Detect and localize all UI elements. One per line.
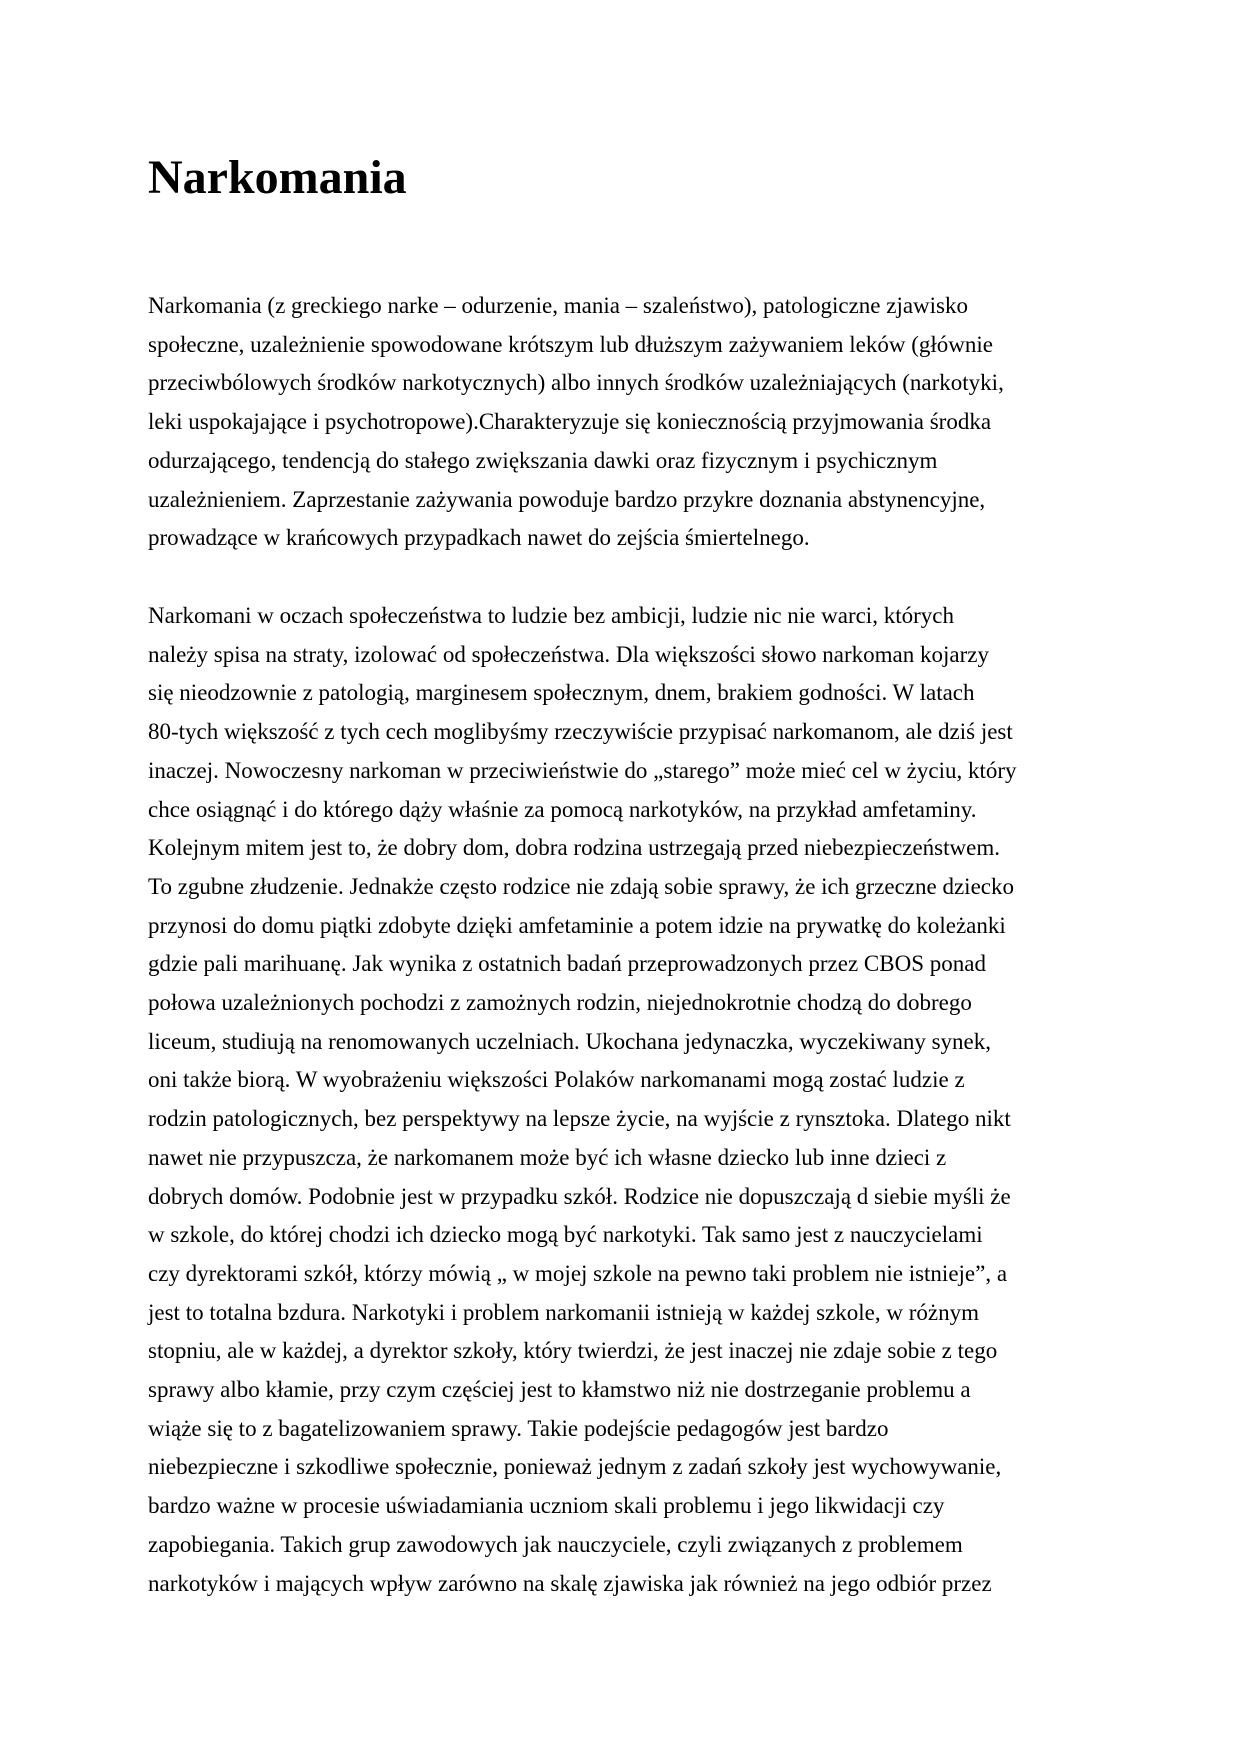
text-line: wiąże się to z bagatelizowaniem sprawy. Takie podejście pedagogów jest bardzo	[148, 1415, 889, 1441]
text-line: narkotyków i mających wpływ zarówno na skalę zjawiska jak również na jego odbiór przez	[148, 1570, 992, 1596]
page-title: Narkomania	[148, 151, 407, 204]
text-line: zapobiegania. Takich grup zawodowych jak nauczyciele, czyli związanych z problemem	[148, 1531, 963, 1557]
text-line: przeciwbólowych środków narkotycznych) albo innych środków uzależniających (narkotyki,	[148, 370, 1004, 396]
text-line: należy spisa na straty, izolować od społeczeństwa. Dla większości słowo narkoman kojarzy	[148, 641, 989, 667]
text-line: sprawy albo kłamie, przy czym częściej jest to kłamstwo niż nie dostrzeganie problemu a	[148, 1377, 971, 1403]
text-line: oni także biorą. W wyobrażeniu większości Polaków narkomanami mogą zostać ludzie z	[148, 1067, 965, 1093]
text-line: bardzo ważne w procesie uświadamiania uczniom skali problemu i jego likwidacji czy	[148, 1493, 945, 1519]
text-line: To zgubne złudzenie. Jednakże często rodzice nie zdają sobie sprawy, że ich grzeczne dziecko	[148, 873, 1014, 899]
text-line: leki uspokajające i psychotropowe).Charakteryzuje się koniecznością przyjmowania środka	[148, 409, 992, 435]
text-line: połowa uzależnionych pochodzi z zamożnych rodzin, niejednokrotnie chodzą do dobrego	[148, 990, 972, 1016]
text-line: w szkole, do której chodzi ich dziecko mogą być narkotyki. Tak samo jest z nauczycielami	[148, 1222, 983, 1248]
text-line: chce osiągnąć i do którego dąży właśnie za pomocą narkotyków, na przykład amfetaminy.	[148, 796, 977, 822]
text-line: się nieodzownie z patologią, marginesem społecznym, dnem, brakiem godności. W latach	[148, 680, 975, 706]
text-line: 80-tych większość z tych cech moglibyśmy rzeczywiście przypisać narkomanom, ale dziś jest	[148, 719, 1013, 745]
text-line: prowadzące w krańcowych przypadkach nawet do zejścia śmiertelnego.	[148, 525, 810, 551]
text-line: przynosi do domu piątki zdobyte dzięki amfetaminie a potem idzie na prywatkę do koleżanki	[148, 912, 1006, 938]
text-line: jest to totalna bzdura. Narkotyki i problem narkomanii istnieją w każdej szkole, w różnym	[148, 1299, 979, 1325]
text-line: Kolejnym mitem jest to, że dobry dom, dobra rodzina ustrzegają przed niebezpieczeństwem.	[148, 835, 1000, 861]
paragraph-social-perception	[148, 597, 1017, 1603]
text-line: czy dyrektorami szkół, którzy mówią „ w mojej szkole na pewno taki problem nie istnieje”, a	[148, 1260, 1008, 1286]
text-line: nawet nie przypuszcza, że narkomanem może być ich własne dziecko lub inne dzieci z	[148, 1144, 947, 1170]
text-line: uzależnieniem. Zaprzestanie zażywania powoduje bardzo przykre doznania abstynencyjne,	[148, 486, 986, 512]
text-line: inaczej. Nowoczesny narkoman w przeciwieństwie do „starego” może mieć cel w życiu, który	[148, 757, 1017, 783]
text-line: liceum, studiują na renomowanych uczelniach. Ukochana jedynaczka, wyczekiwany synek,	[148, 1028, 992, 1054]
text-line: niebezpieczne i szkodliwe społecznie, ponieważ jednym z zadań szkoły jest wychowywanie,	[148, 1454, 1002, 1480]
text-line: gdzie pali marihuanę. Jak wynika z ostatnich badań przeprowadzonych przez CBOS ponad	[148, 951, 986, 977]
text-line: społeczne, uzależnienie spowodowane krótszym lub dłuższym zażywaniem leków (głównie	[148, 331, 993, 357]
text-line: Narkomania (z greckiego narke – odurzenie, mania – szaleństwo), patologiczne zjawisko	[148, 293, 969, 318]
text-line: stopniu, ale w każdej, a dyrektor szkoły, który twierdzi, że jest inaczej nie zdaje sobie z tego	[148, 1338, 998, 1364]
text-line: odurzającego, tendencją do stałego zwiększania dawki oraz fizycznym i psychicznym	[148, 447, 938, 473]
paragraph-definition	[148, 287, 1004, 558]
text-line: dobrych domów. Podobnie jest w przypadku szkół. Rodzice nie dopuszczają d siebie myśli że	[148, 1183, 1011, 1209]
text-line: Narkomani w oczach społeczeństwa to ludzie bez ambicji, ludzie nic nie warci, których	[148, 603, 954, 628]
text-line: rodzin patologicznych, bez perspektywy na lepsze życie, na wyjście z rynsztoka. Dlatego nikt	[148, 1106, 1011, 1132]
